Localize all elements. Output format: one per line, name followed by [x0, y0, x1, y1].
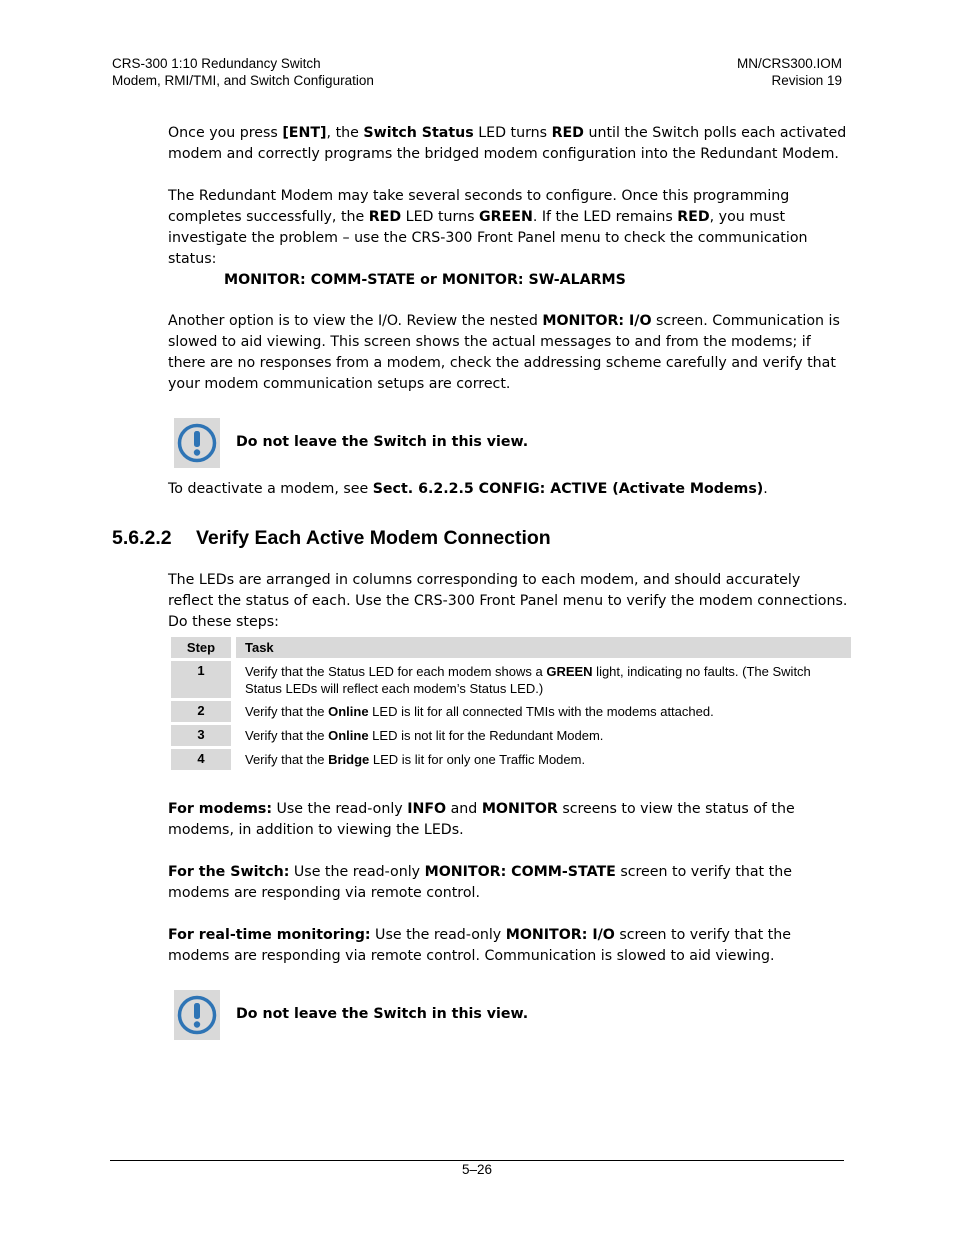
task-cell — [231, 661, 851, 698]
table-row — [171, 701, 851, 722]
task-cell — [231, 725, 851, 746]
section-title: Verify Each Active Modem Connection — [196, 527, 551, 549]
step-number: 2 — [171, 701, 231, 722]
exclamation-circle-icon — [177, 423, 217, 463]
step-number: 3 — [171, 725, 231, 746]
paragraph-for-modems — [168, 799, 848, 841]
text: . If the LED remains — [532, 209, 678, 225]
bold-text: MONITOR — [481, 801, 558, 817]
text: . — [763, 481, 768, 497]
text: LED is not lit for the Redundant Modem. — [368, 728, 604, 743]
page-number: 5–26 — [461, 1162, 493, 1177]
text: Use the read-only — [272, 801, 408, 817]
header-left — [112, 55, 374, 89]
paragraph-ent-press — [168, 123, 848, 165]
bold-text: GREEN — [479, 209, 533, 225]
bold-text: RED — [551, 125, 584, 141]
text: , you must investigate the problem – use the CRS-300 Front Panel menu to check the communication status: — [168, 209, 808, 267]
text: until the Switch polls each activated modem and correctly programs the bridged modem configuration into the Redundant Modem. — [168, 125, 847, 162]
text: screen to verify that the modems are responding via remote control. Communication is slowed to aid viewing. — [168, 927, 791, 964]
table-row — [171, 661, 851, 698]
steps-table — [171, 634, 851, 773]
table-row — [171, 749, 851, 770]
text: LED turns — [401, 209, 480, 225]
text: screens to view the status of the modems, in addition to viewing the LEDs. — [168, 801, 795, 838]
text: light, indicating no faults. (The Switch Status LEDs will reflect each modem’s Status LED.) — [245, 664, 811, 696]
note-text: Do not leave the Switch in this view. — [236, 434, 529, 450]
note-text: Do not leave the Switch in this view. — [236, 1006, 529, 1022]
section-reference: Sect. 6.2.2.5 CONFIG: ACTIVE (Activate Modems) — [372, 481, 764, 497]
step-number: 4 — [171, 749, 231, 770]
text: Once you press — [168, 125, 283, 141]
bold-text: For real-time monitoring: — [168, 927, 371, 943]
task-cell — [231, 749, 851, 770]
paragraph-leds-arranged: The LEDs are arranged in columns corresponding to each modem, and should accurately reflect the status of each. Use the CRS-300 Front Panel menu to verify the modem connections. Do these steps: — [168, 572, 848, 630]
header-chapter-title: Modem, RMI/TMI, and Switch Configuration — [112, 73, 374, 88]
step-number: 1 — [171, 661, 231, 698]
bold-text: MONITOR: I/O — [542, 313, 652, 329]
paragraph-real-time — [168, 925, 848, 967]
text: screen. Communication is slowed to aid viewing. This screen shows the actual messages to and from the modems; if there are no responses from a modem, check the addressing scheme carefully and verify that your modem communication setups are correct. — [168, 313, 840, 392]
note-icon-box — [174, 418, 220, 468]
header-revision: Revision 19 — [771, 73, 842, 88]
header-doc-title: CRS-300 1:10 Redundancy Switch — [112, 56, 321, 71]
text: Another option is to view the I/O. Review the nested — [168, 313, 543, 329]
table-header-row — [171, 637, 851, 658]
header-doc-number: MN/CRS300.IOM — [736, 56, 842, 71]
task-cell — [231, 701, 851, 722]
bold-text: Online — [328, 728, 369, 743]
column-header-step: Step — [171, 637, 231, 658]
column-header-task: Task — [231, 637, 851, 658]
section-number: 5.6.2.2 — [112, 527, 172, 549]
paragraph-io-option — [168, 311, 848, 395]
bold-text: RED — [368, 209, 402, 225]
bold-text: MONITOR: COMM-STATE — [424, 864, 616, 880]
header-right — [737, 55, 842, 89]
text: LED is lit for all connected TMIs with the modems attached. — [368, 704, 714, 719]
footer-divider — [110, 1160, 844, 1161]
bold-text: RED — [677, 209, 710, 225]
bold-text: MONITOR: I/O — [505, 927, 615, 943]
bold-text: For the Switch: — [168, 864, 290, 880]
text: screen to verify that the modems are responding via remote control. — [168, 864, 792, 901]
text: Verify that the Status LED for each modem shows a — [245, 664, 547, 679]
paragraph-redundant-modem — [168, 186, 848, 270]
text: , the — [326, 125, 364, 141]
text: and — [446, 801, 482, 817]
text: Use the read-only — [370, 927, 506, 943]
bold-text: Bridge — [328, 752, 370, 767]
text: LED is lit for only one Traffic Modem. — [369, 752, 586, 767]
text: Verify that the — [245, 752, 329, 767]
monitor-menu-path: MONITOR: COMM-STATE or MONITOR: SW-ALARMS — [224, 272, 626, 288]
text: LED turns — [473, 125, 552, 141]
paragraph-for-switch — [168, 862, 848, 904]
bold-text: Online — [328, 704, 369, 719]
bold-text: For modems: — [168, 801, 273, 817]
table-row — [171, 725, 851, 746]
note-icon-box — [174, 990, 220, 1040]
exclamation-circle-icon — [177, 995, 217, 1035]
text: The Redundant Modem may take several seconds to configure. Once this programming completes successfully, the — [168, 188, 790, 225]
paragraph-deactivate — [168, 479, 848, 500]
section-heading — [112, 527, 551, 550]
bold-text: Switch Status — [363, 125, 474, 141]
bold-text: GREEN — [546, 664, 593, 679]
bold-text: INFO — [407, 801, 447, 817]
text: Verify that the — [245, 728, 329, 743]
bold-text: [ENT] — [282, 125, 327, 141]
text: Verify that the — [245, 704, 329, 719]
text: Use the read-only — [289, 864, 425, 880]
text: To deactivate a modem, see — [168, 481, 373, 497]
